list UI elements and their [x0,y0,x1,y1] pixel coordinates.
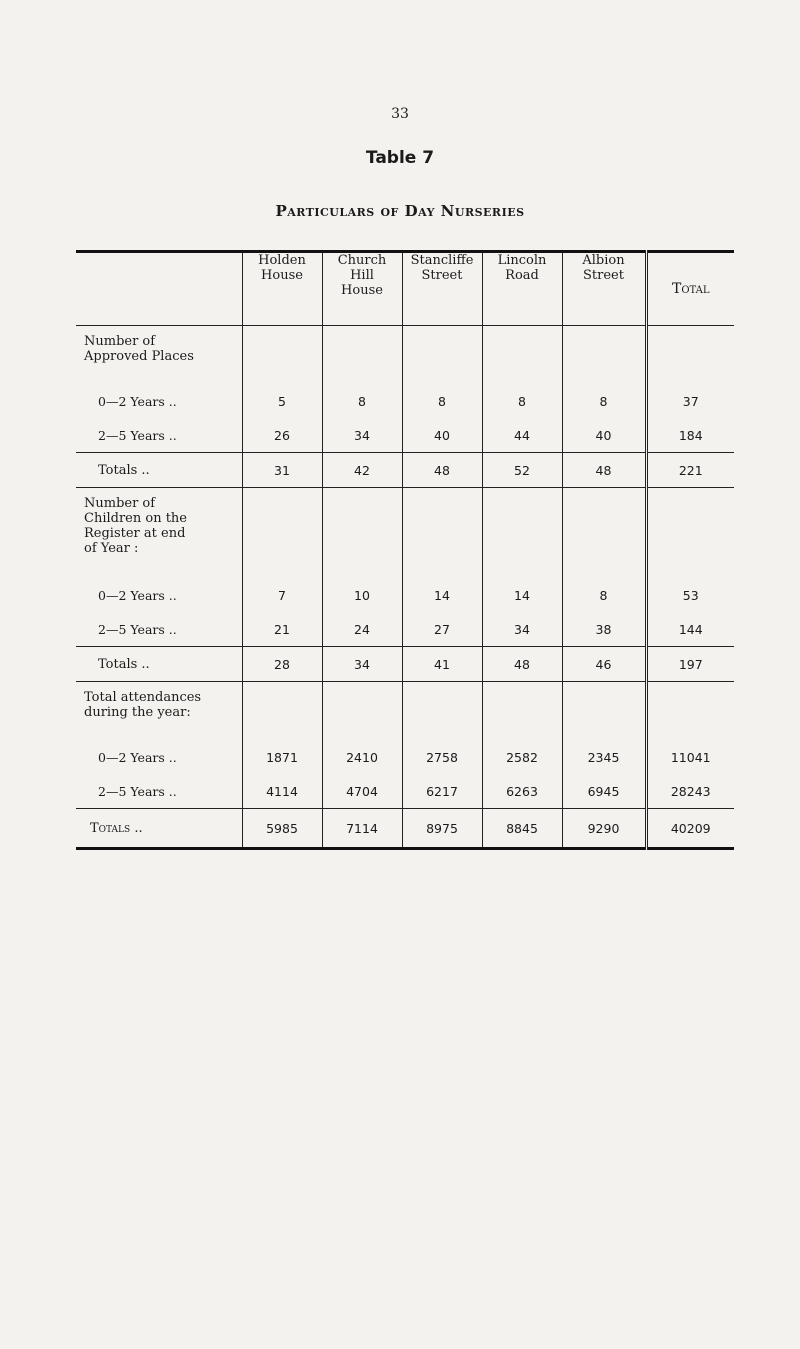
value-cell: 41 [402,647,482,682]
blank-cell [562,682,646,739]
value-cell: 2345 [562,738,646,774]
value-cell: 2758 [402,738,482,774]
row-label: 2—5 Years .. [98,621,177,637]
table-subtitle: Particulars of Day Nurseries [275,202,525,220]
value-cell: 6945 [562,774,646,809]
blank-cell [482,326,562,383]
table-row [76,738,734,774]
header-total: Total [646,252,734,326]
header-holden-house: Holden House [242,252,322,326]
totals-label: Totals .. [76,809,242,849]
blank-cell [562,326,646,383]
totals-row [76,453,734,488]
totals-label: Totals .. [76,647,242,682]
value-cell: 8 [402,382,482,418]
value-cell: 48 [402,453,482,488]
value-cell: 28 [242,647,322,682]
blank-cell [646,326,734,383]
value-cell: 2582 [482,738,562,774]
value-cell: 5985 [242,809,322,849]
total-cell: 11041 [646,738,734,774]
value-cell: 52 [482,453,562,488]
blank-cell [402,682,482,739]
value-cell: 4704 [322,774,402,809]
value-cell: 9290 [562,809,646,849]
header-lincoln-road: Lincoln Road [482,252,562,326]
header-albion-street: Albion Street [562,252,646,326]
value-cell: 40 [562,418,646,453]
value-cell: 34 [322,418,402,453]
value-cell: 8 [482,382,562,418]
value-cell: 7 [242,576,322,612]
blank-cell [402,488,482,577]
total-cell: 40209 [646,809,734,849]
blank-cell [322,326,402,383]
value-cell: 2410 [322,738,402,774]
row-label: 2—5 Years .. [98,783,177,799]
section-label-row [76,488,734,577]
value-cell: 24 [322,612,402,647]
blank-cell [482,682,562,739]
value-cell: 48 [482,647,562,682]
table-title: Table 7 [365,148,435,168]
total-cell: 37 [646,382,734,418]
header-church-hill-house: Church Hill House [322,252,402,326]
value-cell: 21 [242,612,322,647]
blank-cell [322,488,402,577]
blank-cell [646,488,734,577]
blank-cell [242,488,322,577]
value-cell: 42 [322,453,402,488]
value-cell: 7114 [322,809,402,849]
table-row [76,576,734,612]
row-label: 0—2 Years .. [98,393,177,409]
table-row [76,382,734,418]
value-cell: 8845 [482,809,562,849]
value-cell: 26 [242,418,322,453]
row-label: 0—2 Years .. [98,587,177,603]
header-blank [76,252,242,326]
value-cell: 48 [562,453,646,488]
section-label-row [76,326,734,383]
value-cell: 6263 [482,774,562,809]
value-cell: 8975 [402,809,482,849]
total-cell: 197 [646,647,734,682]
header-stancliffe-street: Stancliffe Street [402,252,482,326]
value-cell: 14 [402,576,482,612]
value-cell: 14 [482,576,562,612]
section-label-row [76,682,734,739]
row-label: 2—5 Years .. [98,427,177,443]
blank-cell [402,326,482,383]
blank-cell [646,682,734,739]
blank-cell [562,488,646,577]
value-cell: 31 [242,453,322,488]
totals-row [76,809,734,849]
page-number: 33 [391,106,409,122]
value-cell: 44 [482,418,562,453]
blank-cell [242,682,322,739]
totals-label: Totals .. [76,453,242,488]
value-cell: 34 [322,647,402,682]
value-cell: 46 [562,647,646,682]
section-label: Total attendances during the year: [76,682,242,739]
table-row [76,418,734,453]
value-cell: 6217 [402,774,482,809]
total-cell: 144 [646,612,734,647]
value-cell: 10 [322,576,402,612]
totals-row [76,647,734,682]
value-cell: 38 [562,612,646,647]
value-cell: 40 [402,418,482,453]
value-cell: 8 [322,382,402,418]
total-cell: 28243 [646,774,734,809]
total-cell: 53 [646,576,734,612]
blank-cell [242,326,322,383]
table-row [76,612,734,647]
nurseries-table [76,250,734,850]
section-label: Number of Children on the Register at end of Year : [76,488,242,577]
total-cell: 184 [646,418,734,453]
section-label: Number of Approved Places [76,326,242,383]
table-row [76,774,734,809]
value-cell: 1871 [242,738,322,774]
value-cell: 8 [562,382,646,418]
value-cell: 5 [242,382,322,418]
value-cell: 27 [402,612,482,647]
value-cell: 4114 [242,774,322,809]
header-row [76,252,734,326]
row-label: 0—2 Years .. [98,749,177,765]
value-cell: 8 [562,576,646,612]
total-cell: 221 [646,453,734,488]
blank-cell [322,682,402,739]
blank-cell [482,488,562,577]
value-cell: 34 [482,612,562,647]
